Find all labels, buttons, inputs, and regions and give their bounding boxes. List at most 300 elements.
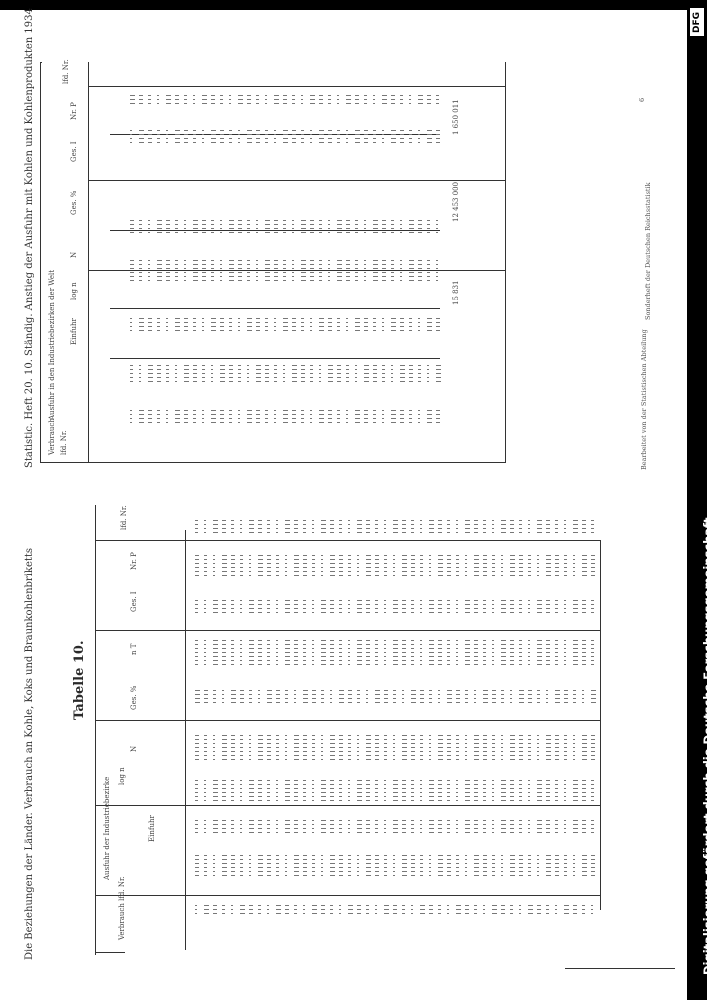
- scan-digit-mark: [148, 322, 152, 323]
- scan-digit-mark: [427, 410, 432, 411]
- scan-digit-mark: [564, 824, 566, 825]
- scan-digit-mark: [357, 571, 359, 572]
- scan-digit-mark: [427, 422, 432, 423]
- scan-digit-mark: [195, 867, 199, 868]
- scan-digit-mark: [312, 800, 314, 801]
- scan-digit-mark: [456, 747, 459, 748]
- scan-digit-mark: [195, 600, 198, 601]
- scan-digit-mark: [339, 739, 343, 740]
- scan-digit-mark: [274, 422, 276, 423]
- scan-digit-mark: [510, 604, 514, 605]
- scan-digit-mark: [265, 414, 268, 415]
- scan-digit-mark: [283, 264, 286, 265]
- scan-digit-mark: [220, 220, 222, 221]
- scan-digit-mark: [582, 575, 587, 576]
- scan-digit-mark: [276, 859, 279, 860]
- scan-digit-mark: [195, 909, 197, 910]
- scan-digit-mark: [267, 867, 271, 868]
- scan-digit-mark: [400, 410, 404, 411]
- scan-digit-mark: [393, 648, 398, 649]
- scan-digit-mark: [393, 755, 395, 756]
- scan-digit-mark: [258, 800, 262, 801]
- scan-digit-mark: [276, 690, 280, 691]
- scan-digit-mark: [139, 330, 144, 331]
- scan-digit-mark: [303, 747, 307, 748]
- scan-digit-mark: [229, 268, 234, 269]
- scan-digit-mark: [355, 322, 360, 323]
- scan-digit-mark: [447, 698, 452, 699]
- scan-digit-mark: [474, 563, 479, 564]
- scan-digit-mark: [256, 377, 261, 378]
- scan-digit-mark: [231, 656, 234, 657]
- scan-digit-mark: [373, 418, 376, 419]
- scan-digit-mark: [582, 905, 585, 906]
- scan-digit-mark: [418, 326, 420, 327]
- scan-digit-mark: [537, 612, 542, 613]
- scan-digit-mark: [537, 905, 541, 906]
- scan-digit-mark: [375, 702, 380, 703]
- scan-digit-mark: [564, 600, 566, 601]
- scan-digit-mark: [193, 322, 196, 323]
- scan-digit-mark: [238, 272, 242, 273]
- scan-digit-mark: [139, 224, 142, 225]
- scan-digit-mark: [238, 318, 240, 319]
- scan-digit-mark: [222, 792, 226, 793]
- scan-digit-mark: [510, 563, 515, 564]
- scan-digit-mark: [447, 755, 451, 756]
- scan-digit-mark: [391, 410, 396, 411]
- scan-digit-mark: [276, 867, 279, 868]
- scan-digit-mark: [492, 612, 494, 613]
- scan-digit-mark: [474, 867, 479, 868]
- scan-digit-mark: [148, 220, 150, 221]
- scan-digit-mark: [283, 410, 288, 411]
- scan-digit-mark: [249, 739, 251, 740]
- scan-digit-mark: [247, 260, 250, 261]
- scan-digit-mark: [555, 755, 559, 756]
- scan-digit-mark: [294, 532, 298, 533]
- upper-table-rule: [40, 462, 506, 463]
- scan-digit-mark: [193, 381, 197, 382]
- scan-digit-mark: [213, 747, 215, 748]
- scan-digit-mark: [301, 95, 303, 96]
- scan-digit-mark: [402, 739, 407, 740]
- scan-digit-mark: [240, 780, 242, 781]
- scan-digit-mark: [429, 524, 434, 525]
- scan-digit-mark: [292, 220, 294, 221]
- scan-digit-mark: [555, 759, 559, 760]
- scan-digit-mark: [175, 260, 178, 261]
- scan-digit-mark: [294, 828, 298, 829]
- scan-digit-mark: [591, 867, 595, 868]
- scan-digit-mark: [249, 855, 251, 856]
- scan-digit-mark: [420, 559, 423, 560]
- scan-digit-mark: [436, 99, 439, 100]
- scan-digit-mark: [384, 604, 386, 605]
- scan-digit-mark: [220, 330, 224, 331]
- scan-digit-mark: [418, 268, 422, 269]
- scan-digit-mark: [321, 788, 326, 789]
- scan-digit-mark: [301, 418, 304, 419]
- scan-digit-mark: [319, 422, 324, 423]
- scan-digit-mark: [546, 800, 550, 801]
- scan-digit-mark: [429, 863, 431, 864]
- scan-digit-mark: [283, 138, 288, 139]
- scan-digit-mark: [384, 747, 387, 748]
- scan-digit-mark: [348, 909, 353, 910]
- scan-digit-mark: [546, 600, 550, 601]
- scan-digit-mark: [510, 784, 514, 785]
- scan-digit-mark: [591, 520, 594, 521]
- scan-digit-mark: [184, 268, 186, 269]
- scan-digit-mark: [465, 571, 467, 572]
- scan-digit-mark: [366, 784, 370, 785]
- scan-digit-mark: [328, 264, 330, 265]
- scan-digit-mark: [193, 272, 198, 273]
- scan-digit-mark: [348, 648, 350, 649]
- scan-digit-mark: [465, 863, 467, 864]
- scan-digit-mark: [382, 103, 387, 104]
- scan-digit-mark: [357, 739, 359, 740]
- scan-digit-mark: [267, 520, 270, 521]
- scan-digit-mark: [555, 571, 559, 572]
- scan-digit-mark: [492, 694, 496, 695]
- scan-digit-mark: [240, 796, 242, 797]
- scan-digit-mark: [321, 905, 325, 906]
- scan-digit-mark: [222, 913, 225, 914]
- scan-digit-mark: [312, 648, 314, 649]
- scan-digit-mark: [265, 220, 270, 221]
- scan-digit-mark: [418, 95, 423, 96]
- scan-digit-mark: [375, 755, 379, 756]
- scan-digit-mark: [591, 800, 594, 801]
- scan-digit-mark: [339, 755, 343, 756]
- scan-digit-mark: [591, 604, 594, 605]
- scan-digit-mark: [231, 524, 234, 525]
- scan-digit-mark: [229, 373, 233, 374]
- scan-digit-mark: [375, 871, 379, 872]
- scan-digit-mark: [303, 698, 308, 699]
- scan-digit-mark: [312, 664, 314, 665]
- scan-digit-mark: [312, 608, 314, 609]
- scan-digit-mark: [564, 755, 567, 756]
- scan-digit-mark: [157, 99, 159, 100]
- scan-digit-mark: [247, 220, 250, 221]
- scan-digit-mark: [301, 326, 304, 327]
- scan-digit-mark: [211, 95, 215, 96]
- scan-digit-mark: [211, 228, 214, 229]
- scan-digit-mark: [411, 604, 414, 605]
- scan-digit-mark: [303, 559, 307, 560]
- scan-digit-mark: [157, 365, 161, 366]
- scan-digit-mark: [148, 276, 150, 277]
- scan-digit-mark: [258, 788, 262, 789]
- scan-digit-mark: [528, 528, 530, 529]
- scan-digit-mark: [411, 909, 413, 910]
- scan-digit-mark: [276, 567, 279, 568]
- scan-digit-mark: [312, 863, 315, 864]
- scan-digit-mark: [355, 130, 360, 131]
- scan-digit-mark: [591, 524, 594, 525]
- scan-digit-mark: [391, 373, 393, 374]
- scan-digit-mark: [400, 373, 405, 374]
- scan-digit-mark: [301, 264, 306, 265]
- scan-digit-mark: [303, 759, 307, 760]
- scan-digit-mark: [409, 138, 412, 139]
- scan-digit-mark: [258, 571, 263, 572]
- scan-digit-mark: [292, 414, 296, 415]
- scan-digit-mark: [195, 759, 199, 760]
- scan-digit-mark: [285, 520, 290, 521]
- scan-digit-mark: [312, 644, 314, 645]
- scan-digit-mark: [555, 800, 558, 801]
- scan-digit-mark: [265, 272, 270, 273]
- scan-digit-mark: [211, 422, 216, 423]
- scan-digit-mark: [528, 656, 530, 657]
- scan-digit-mark: [411, 863, 415, 864]
- scan-digit-mark: [276, 832, 278, 833]
- scan-digit-mark: [240, 832, 242, 833]
- scan-digit-mark: [591, 698, 596, 699]
- scan-digit-mark: [285, 792, 290, 793]
- scan-digit-mark: [393, 796, 398, 797]
- scan-digit-mark: [564, 664, 566, 665]
- scan-digit-mark: [321, 698, 324, 699]
- scan-digit-mark: [310, 369, 313, 370]
- scan-digit-mark: [555, 913, 557, 914]
- scan-digit-mark: [438, 828, 442, 829]
- scan-digit-mark: [258, 867, 263, 868]
- scan-digit-mark: [546, 664, 550, 665]
- scan-digit-mark: [348, 644, 350, 645]
- scan-digit-mark: [294, 555, 299, 556]
- scan-digit-mark: [582, 652, 586, 653]
- scan-digit-mark: [474, 520, 478, 521]
- scan-digit-mark: [391, 103, 395, 104]
- scan-digit-mark: [402, 694, 404, 695]
- scan-digit-mark: [492, 648, 494, 649]
- scan-digit-mark: [256, 228, 258, 229]
- scan-digit-mark: [519, 855, 523, 856]
- scan-digit-mark: [303, 555, 307, 556]
- scan-digit-mark: [292, 318, 296, 319]
- scan-digit-mark: [474, 796, 478, 797]
- scan-digit-mark: [258, 759, 263, 760]
- scan-digit-mark: [456, 755, 459, 756]
- scan-digit-mark: [582, 751, 587, 752]
- scan-digit-mark: [492, 652, 494, 653]
- scan-digit-mark: [337, 134, 340, 135]
- scan-digit-mark: [366, 559, 371, 560]
- scan-digit-mark: [202, 410, 204, 411]
- scan-digit-mark: [240, 759, 243, 760]
- scan-digit-mark: [301, 365, 305, 366]
- scan-digit-mark: [564, 563, 567, 564]
- scan-digit-mark: [139, 130, 144, 131]
- scan-digit-mark: [337, 228, 342, 229]
- scan-digit-mark: [339, 600, 342, 601]
- scan-digit-mark: [438, 575, 443, 576]
- scan-digit-mark: [204, 792, 206, 793]
- scan-digit-mark: [447, 640, 450, 641]
- scan-digit-mark: [357, 759, 359, 760]
- scan-digit-mark: [555, 656, 558, 657]
- scan-digit-mark: [294, 832, 298, 833]
- scan-digit-mark: [292, 326, 296, 327]
- scan-digit-mark: [238, 224, 242, 225]
- scan-digit-mark: [465, 855, 467, 856]
- scan-digit-mark: [294, 559, 299, 560]
- scan-digit-mark: [319, 272, 322, 273]
- scan-digit-mark: [220, 369, 225, 370]
- scan-digit-mark: [555, 875, 559, 876]
- scan-digit-mark: [418, 228, 422, 229]
- scan-digit-mark: [294, 747, 299, 748]
- scan-digit-mark: [166, 142, 168, 143]
- scan-digit-mark: [373, 322, 376, 323]
- scan-digit-mark: [294, 871, 299, 872]
- scan-digit-mark: [195, 859, 199, 860]
- scan-digit-mark: [492, 524, 494, 525]
- scan-digit-mark: [303, 780, 306, 781]
- scan-digit-mark: [274, 264, 278, 265]
- scan-digit-mark: [220, 130, 224, 131]
- scan-digit-mark: [256, 268, 258, 269]
- scan-digit-mark: [483, 612, 486, 613]
- scan-digit-mark: [456, 859, 459, 860]
- scan-digit-mark: [256, 272, 258, 273]
- scan-digit-mark: [195, 664, 198, 665]
- scan-digit-mark: [384, 828, 386, 829]
- scan-digit-mark: [328, 365, 333, 366]
- scan-digit-mark: [231, 600, 234, 601]
- scan-digit-mark: [202, 330, 204, 331]
- scan-digit-mark: [330, 608, 334, 609]
- scan-digit-mark: [391, 138, 396, 139]
- scan-digit-mark: [330, 905, 333, 906]
- scan-digit-mark: [348, 859, 351, 860]
- scan-digit-mark: [456, 913, 461, 914]
- scan-digit-mark: [364, 268, 366, 269]
- scan-digit-mark: [427, 369, 429, 370]
- scan-digit-mark: [303, 612, 306, 613]
- scan-digit-mark: [537, 832, 542, 833]
- scan-digit-mark: [591, 788, 594, 789]
- upper-table-rule: [110, 358, 440, 359]
- scan-digit-mark: [391, 142, 396, 143]
- scan-digit-mark: [355, 138, 360, 139]
- scan-digit-mark: [366, 567, 371, 568]
- scan-digit-mark: [564, 690, 568, 691]
- scan-digit-mark: [591, 909, 593, 910]
- scan-digit-mark: [240, 739, 243, 740]
- scan-digit-mark: [546, 604, 550, 605]
- scan-digit-mark: [501, 824, 506, 825]
- scan-digit-mark: [249, 563, 251, 564]
- scan-digit-mark: [285, 739, 287, 740]
- scan-digit-mark: [330, 559, 335, 560]
- scan-digit-mark: [139, 280, 142, 281]
- scan-digit-mark: [258, 820, 262, 821]
- scan-digit-mark: [240, 664, 242, 665]
- scan-digit-mark: [373, 318, 376, 319]
- scan-digit-mark: [249, 528, 254, 529]
- scan-digit-mark: [418, 99, 423, 100]
- scan-digit-mark: [276, 788, 278, 789]
- scan-digit-mark: [312, 828, 314, 829]
- scan-digit-mark: [220, 422, 224, 423]
- scan-digit-mark: [348, 913, 353, 914]
- scan-digit-mark: [355, 381, 357, 382]
- scan-digit-mark: [276, 652, 278, 653]
- scan-digit-mark: [573, 905, 577, 906]
- scan-digit-mark: [276, 563, 279, 564]
- scan-digit-mark: [337, 268, 342, 269]
- scan-digit-mark: [292, 138, 296, 139]
- scan-digit-mark: [276, 784, 278, 785]
- scan-digit-mark: [411, 828, 414, 829]
- scan-digit-mark: [348, 855, 351, 856]
- scan-digit-mark: [303, 664, 306, 665]
- scan-digit-mark: [213, 867, 215, 868]
- scan-digit-mark: [238, 138, 240, 139]
- scan-digit-mark: [573, 751, 575, 752]
- scan-digit-mark: [247, 142, 252, 143]
- scan-digit-mark: [420, 855, 423, 856]
- scan-digit-mark: [447, 520, 450, 521]
- scan-digit-mark: [328, 369, 333, 370]
- scan-digit-mark: [310, 142, 312, 143]
- scan-digit-mark: [364, 95, 367, 96]
- scan-digit-mark: [418, 224, 422, 225]
- scan-digit-mark: [393, 524, 398, 525]
- scan-digit-mark: [265, 326, 268, 327]
- scan-digit-mark: [231, 759, 235, 760]
- scan-digit-mark: [483, 563, 487, 564]
- scan-digit-mark: [258, 656, 262, 657]
- scan-digit-mark: [249, 698, 252, 699]
- scan-digit-mark: [285, 735, 287, 736]
- scan-digit-mark: [438, 796, 442, 797]
- scan-digit-mark: [447, 694, 452, 695]
- scan-digit-mark: [231, 571, 235, 572]
- scan-digit-mark: [373, 381, 377, 382]
- scan-digit-mark: [456, 828, 458, 829]
- dfg-sidebar: [687, 0, 715, 1000]
- scan-digit-mark: [555, 608, 558, 609]
- scan-digit-mark: [229, 381, 233, 382]
- scan-digit-mark: [202, 318, 204, 319]
- scan-digit-mark: [402, 875, 407, 876]
- scan-digit-mark: [510, 828, 514, 829]
- scan-digit-mark: [184, 318, 188, 319]
- scan-digit-mark: [438, 913, 441, 914]
- scan-digit-mark: [564, 640, 566, 641]
- scan-digit-mark: [319, 220, 322, 221]
- scan-digit-mark: [391, 322, 396, 323]
- scan-digit-mark: [195, 751, 199, 752]
- scan-digit-mark: [447, 751, 451, 752]
- scan-digit-mark: [573, 735, 575, 736]
- scan-digit-mark: [195, 828, 198, 829]
- scan-digit-mark: [285, 690, 288, 691]
- scan-digit-mark: [582, 735, 587, 736]
- scan-digit-mark: [319, 330, 324, 331]
- scan-digit-mark: [346, 373, 349, 374]
- scan-digit-mark: [384, 788, 386, 789]
- scan-digit-mark: [382, 326, 384, 327]
- scan-digit-mark: [537, 555, 539, 556]
